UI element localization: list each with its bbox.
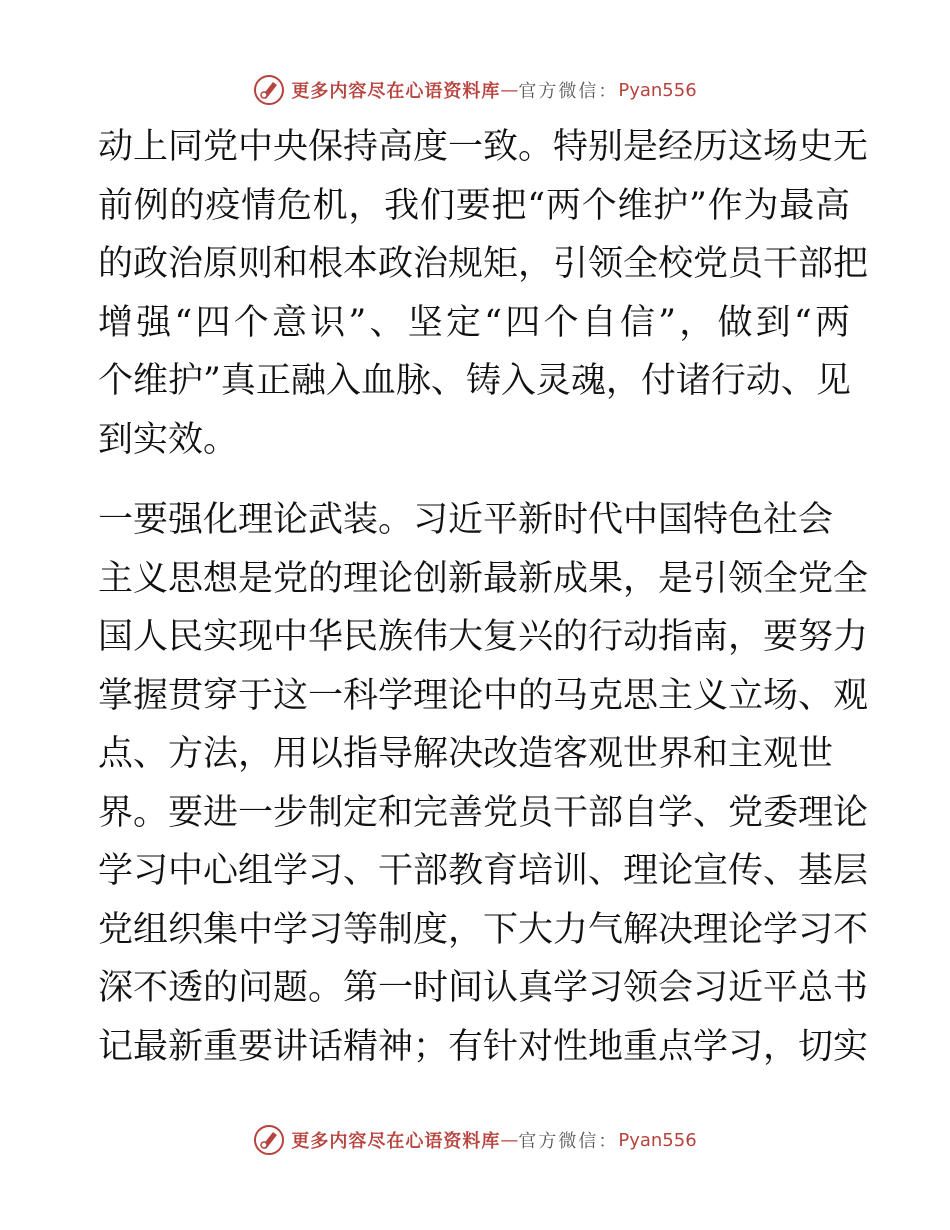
text-line: 到实效。 (98, 419, 239, 460)
text-line: 记最新重要讲话精神；有针对性地重点学习，切实 (98, 1026, 869, 1067)
text-line: 个维护”真正融入血脉、铸入灵魂，付诸行动、见 (98, 361, 851, 401)
text-line: 学习中心组学习、干部教育培训、理论宣传、基层 (98, 851, 869, 891)
banner-separator: — (500, 79, 519, 101)
text-line: 界。要进一步制定和完善党员干部自学、党委理论 (98, 792, 869, 833)
text-line: 的政治原则和根本政治规矩，引领全校党员干部把 (98, 244, 869, 284)
banner-contact-id: Pyan556 (618, 79, 697, 101)
text-line: 掌握贯穿于这一科学理论中的马克思主义立场、观 (98, 675, 869, 716)
banner-contact-id: Pyan556 (618, 1129, 697, 1151)
text-line: 深不透的问题。第一时间认真学习领会习近平总书 (98, 968, 869, 1008)
brand-logo-icon (253, 1124, 285, 1156)
header-watermark (0, 70, 950, 110)
banner-text: 更多内容尽在心语资料库 (291, 81, 501, 102)
banner-text: 更多内容尽在心语资料库 (291, 1131, 501, 1152)
brand-logo-icon (253, 74, 285, 106)
footer-watermark (0, 1120, 950, 1160)
text-line: 主义思想是党的理论创新最新成果，是引领全党全 (98, 558, 869, 599)
text-line: 前例的疫情危机，我们要把“两个维护”作为最高 (98, 185, 850, 226)
paragraph (98, 118, 869, 469)
text-line: 一要强化理论武装。习近平新时代中国特色社会 (98, 500, 834, 540)
text-line: 国人民实现中华民族伟大复兴的行动指南，要努力 (98, 617, 869, 657)
paragraph (98, 491, 869, 1076)
document-body (98, 118, 869, 1076)
paragraph-gap (98, 469, 850, 491)
banner-separator: — (500, 1129, 519, 1151)
banner-contact-label: 官方微信： (518, 1131, 619, 1152)
banner-contact-label: 官方微信： (518, 81, 619, 102)
text-line: 党组织集中学习等制度，下大力气解决理论学习不 (98, 909, 869, 950)
text-line: 点、方法，用以指导解决改造客观世界和主观世 (98, 734, 834, 774)
text-line: 增强“四个意识”、坚定“四个自信”，做到“两 (98, 302, 850, 343)
text-line: 动上同党中央保持高度一致。特别是经历这场史无 (98, 127, 869, 167)
